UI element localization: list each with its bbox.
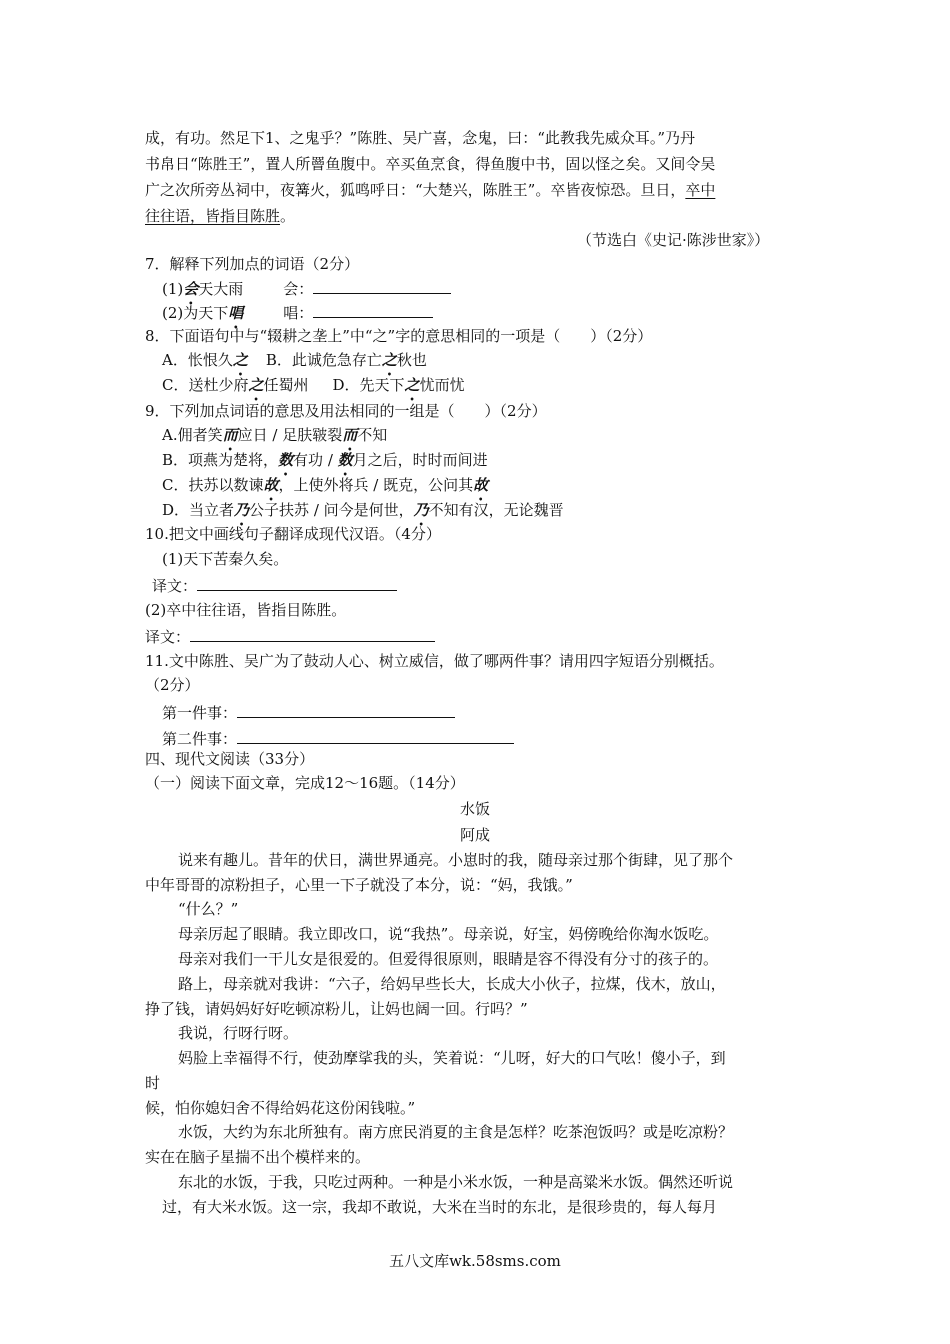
dotted-word: 故 xyxy=(473,476,489,494)
question-8-stem: 8．下面语句中与“辍耕之垄上”中“之”字的意思相同的一项是（ ）（2分） xyxy=(145,327,653,345)
question-11-score: （2分） xyxy=(145,676,200,694)
dotted-word: 之 xyxy=(232,351,248,369)
section-heading: 四、现代文阅读（33分） xyxy=(145,750,315,768)
passage-line xyxy=(145,179,715,201)
article-paragraph: 时 xyxy=(145,1074,161,1092)
footer-watermark: 五八文库wk.58sms.com xyxy=(389,1252,561,1270)
question-11-stem: 11.文中陈胜、吴广为了鼓动人心、树立威信，做了哪两件事？请用四字短语分别概括。 xyxy=(145,652,724,670)
question-7-stem: 7．解释下列加点的词语（2分） xyxy=(145,255,360,273)
passage-text: 广之次所旁丛祠中，夜篝火，狐鸣呼日：“大楚兴，陈胜王”。卒皆夜惊恐。旦日， xyxy=(145,181,686,199)
translation-line-1: 译文： xyxy=(152,574,397,597)
passage-source: （节选白《史记·陈涉世家》） xyxy=(577,231,770,249)
question-9-option-a: A.佣者笑而应日 / 足肤皲裂而不知 xyxy=(162,426,388,444)
question-8-options-ab: A．怅恨久之 B．此诚危急存亡之秋也 xyxy=(162,351,427,369)
question-10-sentence-1: (1)天下苦秦久矣。 xyxy=(162,550,289,568)
passage-text: 。 xyxy=(280,207,296,225)
article-paragraph: “什么？” xyxy=(178,900,239,918)
answer-blank[interactable] xyxy=(313,277,451,294)
dotted-word: 乃 xyxy=(234,501,250,519)
article-paragraph: 过，有大米水饭。这一宗，我却不敢说，大米在当时的东北，是很珍贵的，每人每月 xyxy=(162,1198,718,1216)
underlined-sentence: 往往语，皆指目陈胜 xyxy=(145,207,281,225)
answer-blank[interactable] xyxy=(190,625,435,642)
dotted-word: 数 xyxy=(278,451,294,469)
dotted-word: 唱 xyxy=(228,304,244,322)
answer-blank[interactable] xyxy=(313,301,433,318)
question-10-sentence-2: (2)卒中往往语，皆指目陈胜。 xyxy=(145,601,347,619)
answer-blank[interactable] xyxy=(197,574,397,591)
dotted-word: 而 xyxy=(342,426,358,444)
article-paragraph: 母亲对我们一干儿女是很爱的。但爱得很原则，眼睛是容不得没有分寸的孩子的。 xyxy=(178,950,719,968)
answer-blank[interactable] xyxy=(237,701,455,718)
question-9-stem: 9．下列加点词语的意思及用法相同的一组是（ ）（2分） xyxy=(145,402,547,420)
article-paragraph: 母亲厉起了眼睛。我立即改口，说“我热”。母亲说，好宝，妈傍晚给你淘水饭吃。 xyxy=(178,925,719,943)
dotted-word: 数 xyxy=(337,451,353,469)
dotted-word: 乃 xyxy=(413,501,429,519)
passage-line: 成，有功。然足下1、之鬼乎？”陈胜、吴广喜，念鬼，曰：“此教我先威众耳。”乃丹 xyxy=(145,129,696,147)
question-7-item-1: (1)会天大雨 会： xyxy=(162,277,451,308)
question-9-option-d: D．当立者乃公子扶苏 / 问今是何世，乃不知有汉，无论魏晋 xyxy=(162,501,564,519)
article-paragraph: 说来有趣儿。昔年的伏日，满世界通亮。小崽时的我，随母亲过那个街肆，见了那个 xyxy=(178,851,734,869)
question-10-stem: 10.把文中画线句子翻译成现代汉语。（4分） xyxy=(145,525,441,543)
answer-blank[interactable] xyxy=(237,727,514,744)
underlined-sentence: 卒中 xyxy=(685,181,716,199)
article-paragraph: 实在在脑子星揣不出个模样来的。 xyxy=(145,1148,371,1166)
question-7-item-2: (2)为天下唱 唱： xyxy=(162,301,433,332)
event-2-line: 第二件事： xyxy=(162,727,514,750)
passage-line xyxy=(145,205,295,227)
article-author: 阿成 xyxy=(459,826,490,844)
article-paragraph: 我说，行呀行呀。 xyxy=(178,1024,299,1042)
article-paragraph: 路上，母亲就对我讲：“六子，给妈早些长大，长成大小伙子，拉煤，伐木，放山， xyxy=(178,975,726,993)
article-paragraph: 东北的水饭，于我，只吃过两种。一种是小米水饭，一种是高粱米水饭。偶然还听说 xyxy=(178,1173,734,1191)
event-1-line: 第一件事： xyxy=(162,701,455,724)
article-paragraph: 中年哥哥的凉粉担子，心里一下子就没了本分，说：“妈，我饿。” xyxy=(145,876,573,894)
passage-line: 书帛日“陈胜王”，置人所罾鱼腹中。卒买鱼烹食，得鱼腹中书，固以怪之矣。又间令吴 xyxy=(145,155,716,173)
article-paragraph: 妈脸上幸福得不行，使劲摩挲我的头，笑着说：“儿呀，好大的口气吆！傻小子，到 xyxy=(178,1049,726,1067)
question-9-option-b: B．项燕为楚将，数有功 / 数月之后，时时而间进 xyxy=(162,451,488,469)
question-8-options-cd: C．送杜少府之任蜀州 D．先天下之忧而忧 xyxy=(162,376,465,394)
dotted-word: 而 xyxy=(222,426,238,444)
question-9-option-c: C．扶苏以数谏故，上使外将兵 / 既克，公问其故 xyxy=(162,476,489,494)
translation-line-2: 译文： xyxy=(145,625,435,648)
dotted-word: 故 xyxy=(263,476,279,494)
article-title: 水饭 xyxy=(459,800,490,818)
dotted-word: 之 xyxy=(404,376,420,394)
dotted-word: 之 xyxy=(248,376,264,394)
article-paragraph: 水饭，大约为东北所独有。南方庶民消夏的主食是怎样？吃茶泡饭吗？或是吃凉粉？ xyxy=(178,1123,734,1141)
section-subheading: （一）阅读下面文章，完成12～16题。（14分） xyxy=(145,774,465,792)
dotted-word: 会 xyxy=(183,280,199,298)
article-paragraph: 候，怕你媳妇舍不得给妈花这份闲钱啦。” xyxy=(145,1099,416,1117)
article-paragraph: 挣了钱，请妈妈好好吃顿凉粉儿，让妈也阔一回。行吗？” xyxy=(145,1000,528,1018)
dotted-word: 之 xyxy=(381,351,397,369)
